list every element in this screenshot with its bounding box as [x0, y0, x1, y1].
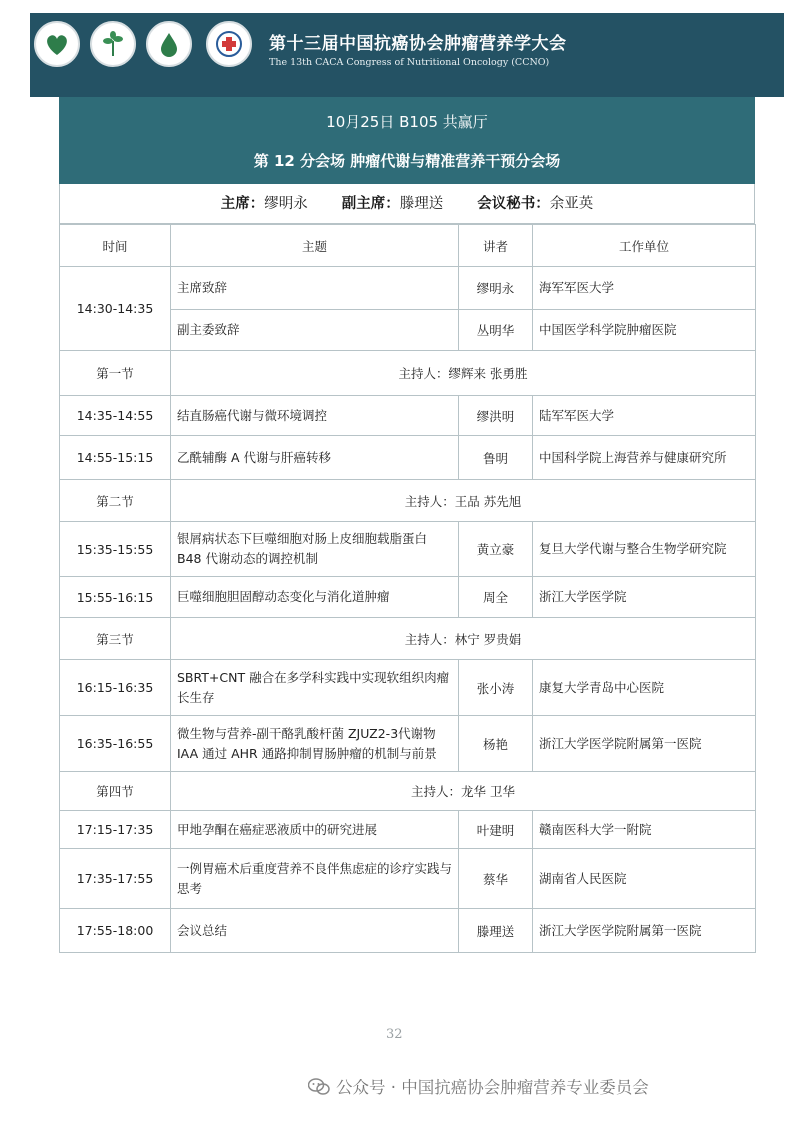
- topic-cell: SBRT+CNT 融合在多学科实践中实现软组织肉瘤长生存: [171, 660, 459, 716]
- section-host: 主持人：龙华 卫华: [171, 772, 756, 811]
- section-name: 第四节: [60, 772, 171, 811]
- section-row: [60, 480, 756, 522]
- topic-cell: 乙酰辅酶 A 代谢与肝癌转移: [171, 436, 459, 480]
- session-title: 第 12 分会场 肿瘤代谢与精准营养干预分会场: [59, 141, 755, 184]
- speaker-cell: 缪洪明: [459, 396, 533, 436]
- table-row: [60, 436, 756, 480]
- vice-chair-name: 滕理送: [399, 196, 444, 212]
- speaker-cell: 丛明华: [459, 310, 533, 351]
- speaker-cell: 张小涛: [459, 660, 533, 716]
- conference-header: [30, 13, 784, 97]
- topic-cell: 银屑病状态下巨噬细胞对肠上皮细胞载脂蛋白 B48 代谢动态的调控机制: [171, 522, 459, 577]
- table-row: [60, 909, 756, 953]
- column-header-row: [60, 225, 756, 267]
- agenda-table: [59, 97, 755, 953]
- topic-cell: 副主委致辞: [171, 310, 459, 351]
- heart-leaf-logo: [34, 21, 80, 67]
- time-cell: 15:55-16:15: [60, 577, 171, 618]
- dropper-logo: [146, 21, 192, 67]
- table-row: [60, 716, 756, 772]
- section-row: [60, 772, 756, 811]
- wechat-text: 公众号 · 中国抗癌协会肿瘤营养专业委员会: [336, 1078, 649, 1097]
- section-name: 第三节: [60, 618, 171, 660]
- affiliation-cell: 赣南医科大学一附院: [533, 811, 756, 849]
- table-row: [60, 577, 756, 618]
- speaker-cell: 杨艳: [459, 716, 533, 772]
- speaker-cell: 滕理送: [459, 909, 533, 953]
- col-topic: 主题: [171, 225, 459, 267]
- chair-label: 主席：: [220, 196, 265, 212]
- wechat-watermark: [308, 1074, 649, 1098]
- time-cell: 17:15-17:35: [60, 811, 171, 849]
- header-title-cn: 第十三届中国抗癌协会肿瘤营养学大会: [269, 34, 567, 54]
- section-host: 主持人：王品 苏先旭: [171, 480, 756, 522]
- time-cell: 16:35-16:55: [60, 716, 171, 772]
- col-speaker: 讲者: [459, 225, 533, 267]
- affiliation-cell: 复旦大学代谢与整合生物学研究院: [533, 522, 756, 577]
- plant-icon: [98, 29, 128, 59]
- topic-cell: 甲地孕酮在癌症恶液质中的研究进展: [171, 811, 459, 849]
- header-title-en: The 13th CACA Congress of Nutritional Oncology (CCNO): [269, 57, 550, 68]
- affiliation-cell: 浙江大学医学院附属第一医院: [533, 909, 756, 953]
- section-host: 主持人：林宁 罗贵娟: [171, 618, 756, 660]
- drop-icon: [154, 29, 184, 59]
- cross-icon: [214, 29, 244, 59]
- topic-cell: 主席致辞: [171, 267, 459, 310]
- time-cell: 17:55-18:00: [60, 909, 171, 953]
- table-row: [60, 660, 756, 716]
- time-cell: 14:55-15:15: [60, 436, 171, 480]
- section-row: [60, 351, 756, 396]
- page-number: 32: [386, 1027, 403, 1042]
- time-cell: 15:35-15:55: [60, 522, 171, 577]
- heart-icon: [42, 29, 72, 59]
- secretary-name: 余亚英: [549, 196, 594, 212]
- schedule-table: [59, 224, 756, 953]
- affiliation-cell: 中国医学科学院肿瘤医院: [533, 310, 756, 351]
- vice-chair-label: 副主席：: [341, 196, 400, 212]
- topic-cell: 一例胃癌术后重度营养不良伴焦虑症的诊疗实践与思考: [171, 849, 459, 909]
- topic-cell: 微生物与营养-副干酪乳酸杆菌 ZJUZ2-3代谢物 IAA 通过 AHR 通路抑制胃肠肿瘤的机制与前景: [171, 716, 459, 772]
- speaker-cell: 缪明永: [459, 267, 533, 310]
- topic-cell: 结直肠癌代谢与微环境调控: [171, 396, 459, 436]
- section-host: 主持人：缪辉来 张勇胜: [171, 351, 756, 396]
- chair-name: 缪明永: [264, 196, 308, 212]
- affiliation-cell: 陆军军医大学: [533, 396, 756, 436]
- affiliation-cell: 湖南省人民医院: [533, 849, 756, 909]
- wechat-icon: [308, 1078, 330, 1096]
- table-row: [60, 522, 756, 577]
- speaker-cell: 叶建明: [459, 811, 533, 849]
- affiliation-cell: 康复大学青岛中心医院: [533, 660, 756, 716]
- speaker-cell: 蔡华: [459, 849, 533, 909]
- topic-cell: 巨噬细胞胆固醇动态变化与消化道肿瘤: [171, 577, 459, 618]
- time-cell: 17:35-17:55: [60, 849, 171, 909]
- secretary-label: 会议秘书：: [477, 196, 550, 212]
- cross-logo: [206, 21, 252, 67]
- table-row: [60, 849, 756, 909]
- speaker-cell: 鲁明: [459, 436, 533, 480]
- affiliation-cell: 海军军医大学: [533, 267, 756, 310]
- session-date-room: 10月25日 B105 共赢厅: [59, 97, 755, 141]
- section-row: [60, 618, 756, 660]
- time-cell: 14:30-14:35: [60, 267, 171, 351]
- col-time: 时间: [60, 225, 171, 267]
- col-affiliation: 工作单位: [533, 225, 756, 267]
- topic-cell: 会议总结: [171, 909, 459, 953]
- affiliation-cell: 浙江大学医学院: [533, 577, 756, 618]
- speaker-cell: 周全: [459, 577, 533, 618]
- affiliation-cell: 浙江大学医学院附属第一医院: [533, 716, 756, 772]
- speaker-cell: 黄立豪: [459, 522, 533, 577]
- affiliation-cell: 中国科学院上海营养与健康研究所: [533, 436, 756, 480]
- chairs-row: [59, 184, 755, 224]
- time-cell: 16:15-16:35: [60, 660, 171, 716]
- plant-logo: [90, 21, 136, 67]
- table-row: [60, 396, 756, 436]
- section-name: 第二节: [60, 480, 171, 522]
- table-row: [60, 267, 756, 310]
- table-row: [60, 811, 756, 849]
- time-cell: 14:35-14:55: [60, 396, 171, 436]
- section-name: 第一节: [60, 351, 171, 396]
